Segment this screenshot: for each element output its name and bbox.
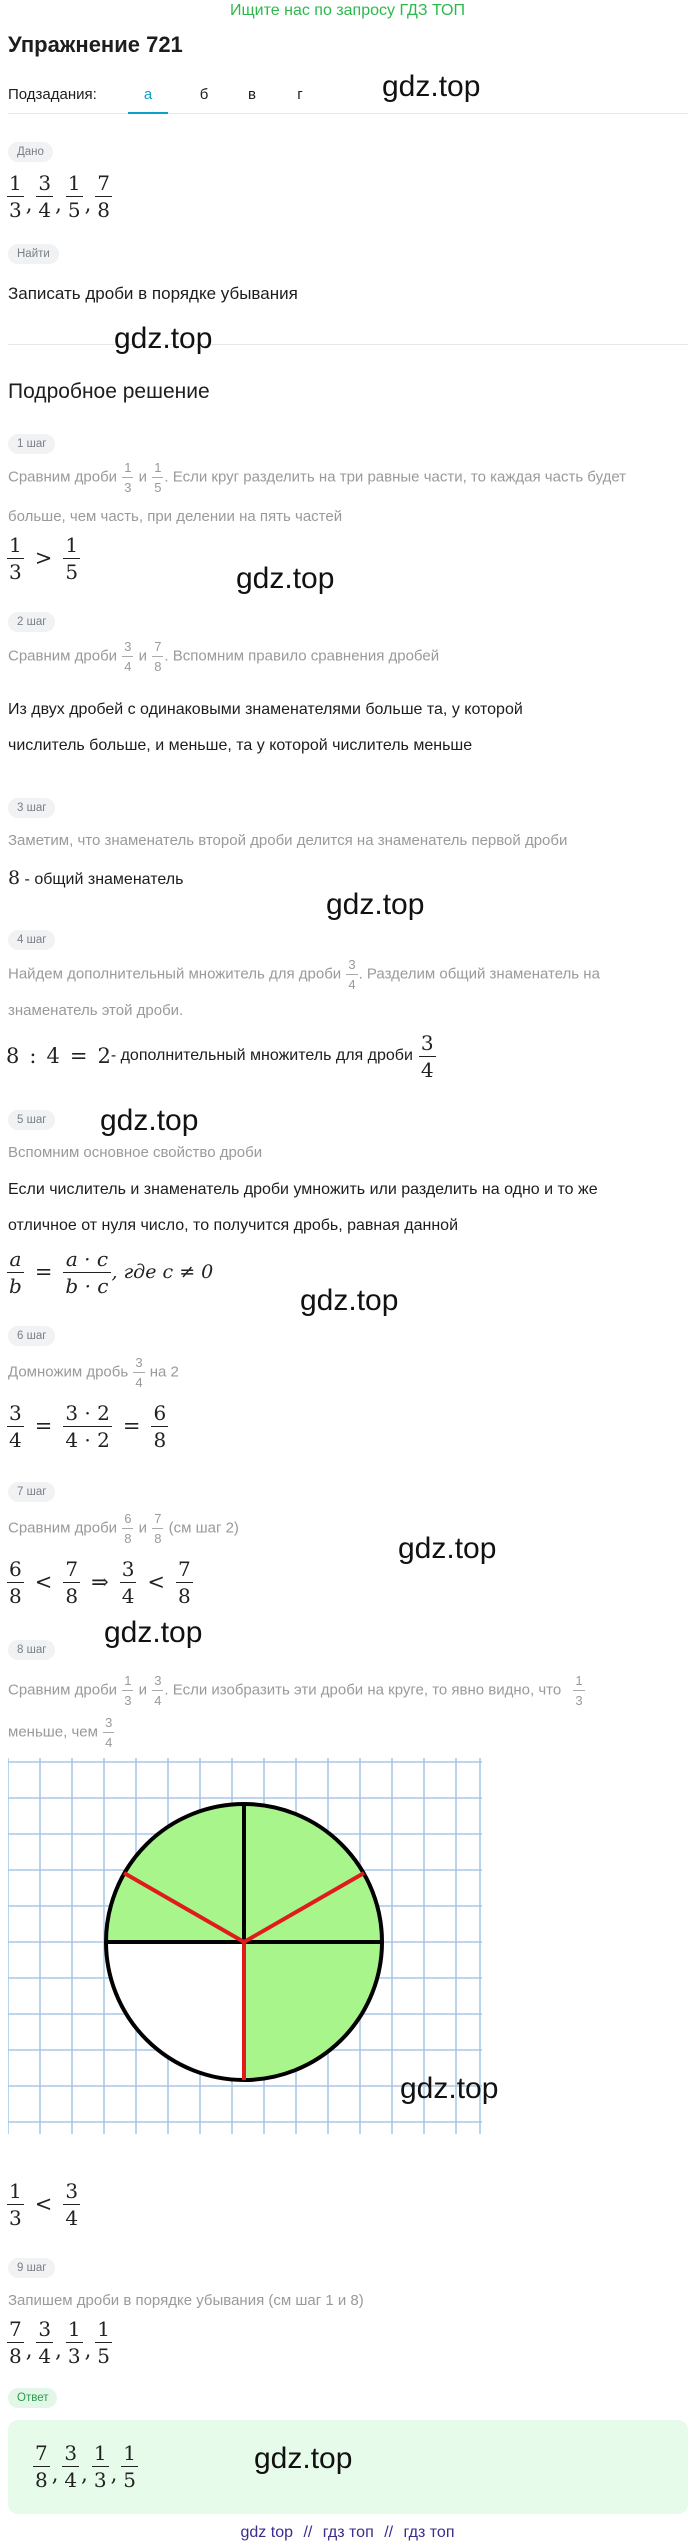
step8-text: Сравним дроби $\frac{1}{3}$ и $\frac{3}{4}$ . Если изобразить эти дроби на круге, то явно видно, что $\frac{1}{3}$ — [8, 1673, 583, 1708]
step7-math: $\frac{6}{8}$ < $\frac{7}{8}$ ⇒ $\frac{3}{4}$ < $\frac{7}{8}$ — [9, 1556, 191, 1608]
solution-heading: Подробное решение — [8, 380, 210, 403]
watermark: gdz.top — [114, 322, 213, 355]
tab-b[interactable]: б — [199, 86, 209, 103]
step8-math: $\frac{1}{3}$ < $\frac{3}{4}$ — [9, 2178, 79, 2230]
step1-pill: 1 шаг — [8, 434, 55, 454]
subtasks-label: Подзадания: — [8, 86, 97, 103]
watermark: gdz.top — [254, 2442, 353, 2475]
step4-math: 8 : 4 = 2 - дополнительный множитель для дроби $\frac{3}{4}$ — [6, 1030, 434, 1082]
footer-link-1[interactable]: gdz top — [240, 2524, 293, 2541]
answer-order: $\frac{7}{8}$ , $\frac{3}{4}$ , $\frac{1}{3}$ , $\frac{1}{5}$ — [35, 2440, 136, 2492]
divider — [8, 344, 688, 345]
watermark: gdz.top — [300, 1284, 399, 1317]
footer-link-3[interactable]: гдз топ — [403, 2524, 455, 2541]
answer-box — [8, 2420, 688, 2514]
step3-pill: 3 шаг — [8, 798, 55, 818]
step4-text: Найдем дополнительный множитель для дроби $\frac{3}{4}$ . Разделим общий знаменатель на — [8, 957, 600, 992]
step3-common-denominator: 8 - общий знаменатель — [8, 867, 184, 889]
step3-text: Заметим, что знаменатель второй дроби делится на знаменатель первой дроби — [8, 832, 568, 849]
watermark: gdz.top — [326, 888, 425, 921]
footer-link-2[interactable]: гдз топ — [322, 2524, 374, 2541]
step5-prop-2: отличное от нуля число, то получится дробь, равная данной — [8, 1217, 459, 1234]
footer-links: gdz top // гдз топ // гдз топ — [240, 2524, 455, 2541]
step2-pill: 2 шаг — [8, 612, 55, 632]
step6-math: $\frac{3}{4}$ = $\frac{3 \cdot 2}{4 \cdot 2}$ = $\frac{6}{8}$ — [9, 1400, 167, 1452]
step4-pill: 4 шаг — [8, 930, 55, 950]
step5-math: $\frac{a}{b}$ = $\frac{a \cdot c}{b \cdot c}$ , где c ≠ 0 — [9, 1246, 214, 1298]
step5-text: Вспомним основное свойство дроби — [8, 1144, 263, 1161]
page-title: Упражнение 721 — [8, 32, 183, 57]
step8-pill: 8 шаг — [8, 1640, 55, 1660]
step6-pill: 6 шаг — [8, 1326, 55, 1346]
subtasks-bar — [8, 80, 688, 114]
tab-a[interactable]: а — [128, 86, 168, 114]
step9-order: $\frac{7}{8}$ , $\frac{3}{4}$ , $\frac{1}{3}$ , $\frac{1}{5}$ — [9, 2316, 110, 2368]
given-fractions: $\frac{1}{3}$ , $\frac{3}{4}$ , $\frac{1}{5}$ , $\frac{7}{8}$ — [9, 170, 110, 222]
step8-text-2: меньше, чем $\frac{3}{4}$ — [8, 1715, 113, 1750]
step5-prop-1: Если числитель и знаменатель дроби умножить или разделить на одно и то же — [8, 1181, 598, 1198]
watermark: gdz.top — [100, 1104, 199, 1137]
step4-text-2: знаменатель этой дроби. — [8, 1002, 184, 1019]
step1-math: $\frac{1}{3}$ > $\frac{1}{5}$ — [9, 532, 79, 584]
watermark: gdz.top — [398, 1532, 497, 1565]
step5-pill: 5 шаг — [8, 1110, 55, 1130]
watermark: gdz.top — [236, 562, 335, 595]
step6-text: Домножим дробь $\frac{3}{4}$ на 2 — [8, 1355, 179, 1390]
answer-pill: Ответ — [8, 2388, 57, 2408]
step2-rule-1: Из двух дробей с одинаковыми знаменателями больше та, у которой — [8, 701, 523, 718]
find-pill: Найти — [8, 244, 59, 264]
watermark: gdz.top — [104, 1616, 203, 1649]
step9-text: Запишем дроби в порядке убывания (см шаг 1 и 8) — [8, 2292, 364, 2309]
watermark: gdz.top — [382, 70, 481, 103]
step9-pill: 9 шаг — [8, 2258, 55, 2278]
find-text: Записать дроби в порядке убывания — [8, 284, 298, 303]
watermark: gdz.top — [400, 2072, 499, 2105]
tab-g[interactable]: г — [297, 86, 303, 103]
step7-text: Сравним дроби $\frac{6}{8}$ и $\frac{7}{8}$ (см шаг 2) — [8, 1511, 239, 1546]
step1-text-2: больше, чем часть, при делении на пять частей — [8, 508, 343, 525]
step2-text: Сравним дроби $\frac{3}{4}$ и $\frac{7}{8}$ . Вспомним правило сравнения дробей — [8, 639, 440, 674]
tab-v[interactable]: в — [248, 86, 256, 103]
given-pill: Дано — [8, 142, 53, 162]
step7-pill: 7 шаг — [8, 1482, 55, 1502]
step1-text: Сравним дроби $\frac{1}{3}$ и $\frac{1}{5}$ . Если круг разделить на три равные части, то каждая часть будет — [8, 460, 627, 495]
step2-rule-2: числитель больше, и меньше, та у которой числитель меньше — [8, 737, 473, 754]
search-banner[interactable]: Ищите нас по запросу ГДЗ ТОП — [230, 2, 465, 19]
